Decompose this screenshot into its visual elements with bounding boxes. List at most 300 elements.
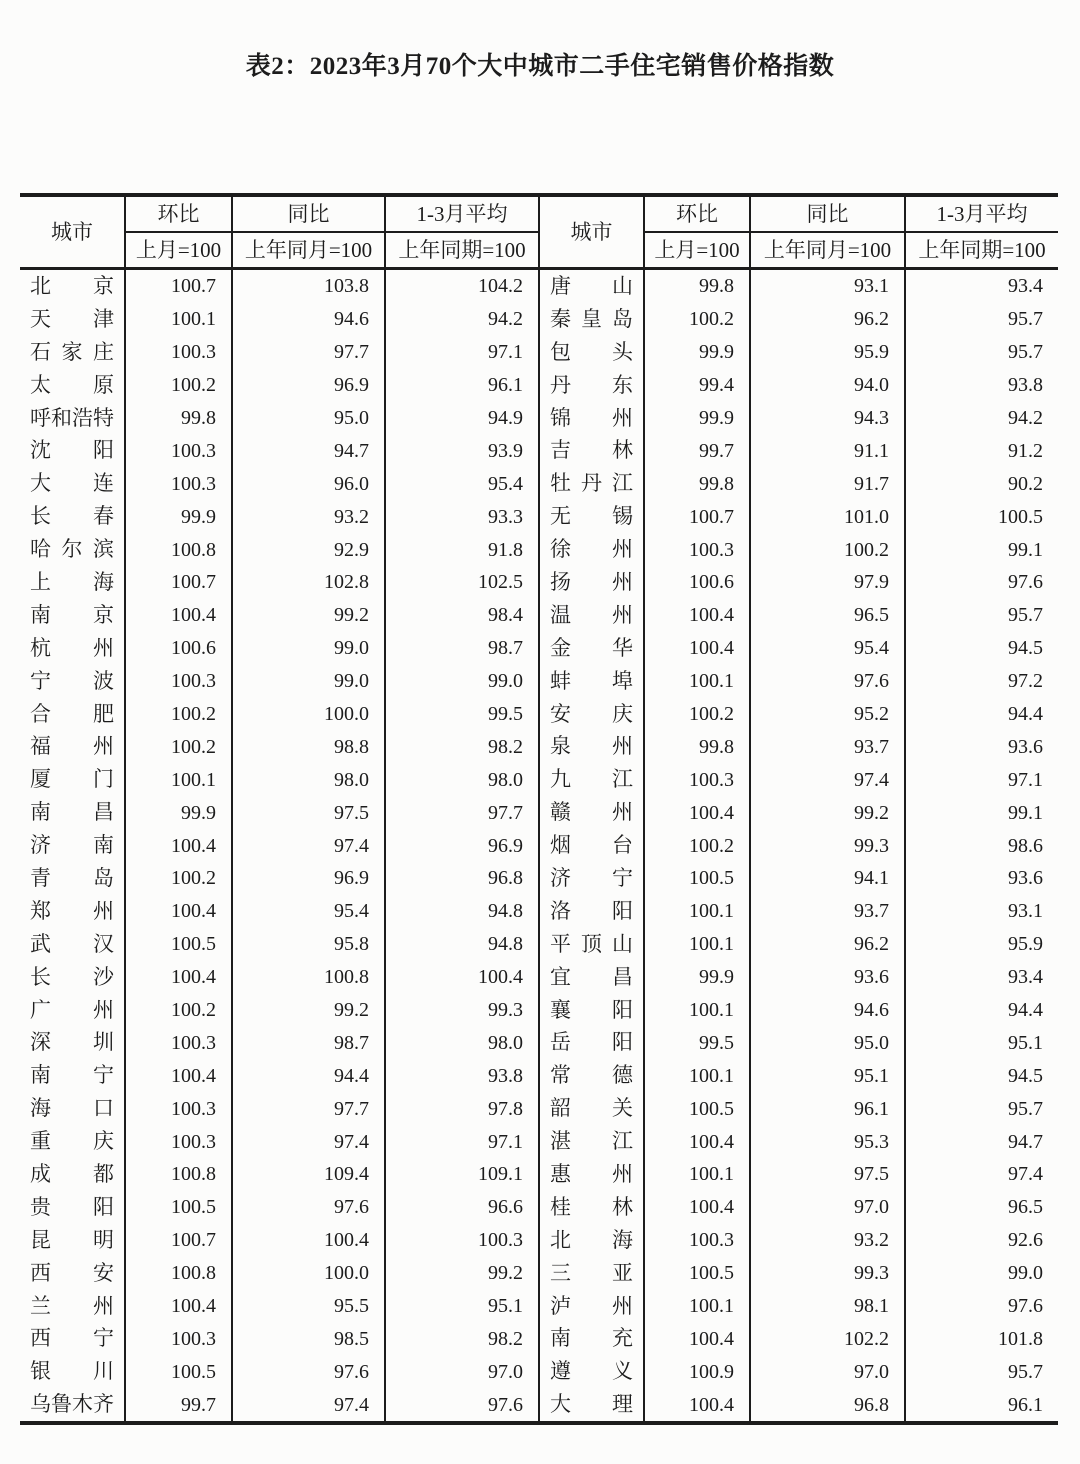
mom-cell: 100.1 [644,928,750,961]
city-cell: 秦皇岛 [539,303,644,336]
mom-cell: 100.2 [125,369,232,402]
city-cell: 银川 [30,1359,114,1384]
avg-cell: 95.7 [905,303,1058,336]
mom-cell: 100.2 [125,730,232,763]
city-cell: 平顶山 [539,928,644,961]
city-cell: 丹东 [539,369,644,402]
avg-cell: 104.2 [385,269,539,303]
avg-cell: 95.9 [905,928,1058,961]
yoy-cell: 97.7 [232,336,385,369]
yoy-cell: 99.3 [750,829,905,862]
avg-cell: 93.9 [385,434,539,467]
mom-cell: 100.4 [125,1059,232,1092]
mom-cell: 100.3 [125,665,232,698]
header-yoy-base-left: 上年同月=100 [232,232,385,269]
yoy-cell: 95.1 [750,1059,905,1092]
mom-cell: 100.2 [644,698,750,731]
yoy-cell: 100.4 [232,1224,385,1257]
city-cell: 安庆 [539,698,644,731]
page-title: 表2：2023年3月70个大中城市二手住宅销售价格指数 [245,53,835,80]
yoy-cell: 91.1 [750,434,905,467]
header-yoy-right: 同比 [750,195,905,232]
avg-cell: 99.1 [905,796,1058,829]
avg-cell: 92.6 [905,1224,1058,1257]
city-cell: 济南 [30,833,114,858]
yoy-cell: 98.0 [232,763,385,796]
mom-cell: 100.5 [125,1191,232,1224]
mom-cell: 100.5 [644,1092,750,1125]
avg-cell: 98.2 [385,1323,539,1356]
mom-cell: 100.3 [125,434,232,467]
yoy-cell: 96.8 [750,1388,905,1423]
mom-cell: 100.4 [644,1323,750,1356]
mom-cell: 99.9 [125,796,232,829]
yoy-cell: 96.0 [232,467,385,500]
city-cell: 石家庄 [30,339,114,364]
table-row [20,1257,1058,1290]
city-cell: 济宁 [539,862,644,895]
yoy-cell: 98.1 [750,1290,905,1323]
city-cell: 无锡 [539,500,644,533]
city-cell: 金华 [539,632,644,665]
mom-cell: 100.4 [125,1290,232,1323]
yoy-cell: 97.6 [232,1191,385,1224]
mom-cell: 99.9 [125,500,232,533]
table-row [20,1355,1058,1388]
header-avg-left: 1-3月平均 [385,195,539,232]
yoy-cell: 100.8 [232,961,385,994]
table-row [20,303,1058,336]
yoy-cell: 93.7 [750,895,905,928]
yoy-cell: 97.6 [232,1355,385,1388]
header-city-left: 城市 [20,195,125,269]
yoy-cell: 95.4 [750,632,905,665]
yoy-cell: 94.1 [750,862,905,895]
yoy-cell: 95.0 [750,1026,905,1059]
city-cell: 合肥 [30,701,114,726]
mom-cell: 100.2 [125,698,232,731]
avg-cell: 94.8 [385,895,539,928]
mom-cell: 100.1 [644,1059,750,1092]
mom-cell: 100.1 [644,994,750,1027]
mom-cell: 99.7 [644,434,750,467]
yoy-cell: 93.7 [750,730,905,763]
table-row [20,698,1058,731]
city-cell: 湛江 [539,1125,644,1158]
avg-cell: 96.6 [385,1191,539,1224]
city-cell: 南京 [30,602,114,627]
city-cell: 南宁 [30,1063,114,1088]
mom-cell: 100.4 [125,895,232,928]
avg-cell: 95.1 [385,1290,539,1323]
city-cell: 蚌埠 [539,665,644,698]
city-cell: 南充 [539,1323,644,1356]
yoy-cell: 92.9 [232,533,385,566]
yoy-cell: 97.6 [750,665,905,698]
mom-cell: 100.1 [644,895,750,928]
mom-cell: 100.1 [125,763,232,796]
yoy-cell: 99.2 [232,599,385,632]
mom-cell: 100.5 [644,862,750,895]
avg-cell: 99.5 [385,698,539,731]
mom-cell: 100.7 [125,566,232,599]
yoy-cell: 96.2 [750,303,905,336]
yoy-cell: 99.0 [232,665,385,698]
yoy-cell: 98.8 [232,730,385,763]
city-cell: 烟台 [539,829,644,862]
yoy-cell: 94.0 [750,369,905,402]
avg-cell: 96.1 [905,1388,1058,1423]
city-cell: 厦门 [30,767,114,792]
mom-cell: 100.4 [644,632,750,665]
avg-cell: 97.1 [905,763,1058,796]
city-cell: 重庆 [30,1129,114,1154]
mom-cell: 100.3 [644,1224,750,1257]
table-row [20,796,1058,829]
city-cell: 九江 [539,763,644,796]
city-cell: 兰州 [30,1293,114,1318]
yoy-cell: 95.3 [750,1125,905,1158]
yoy-cell: 96.9 [232,369,385,402]
mom-cell: 100.5 [125,1355,232,1388]
mom-cell: 99.5 [644,1026,750,1059]
table-row [20,1026,1058,1059]
avg-cell: 97.1 [385,1125,539,1158]
avg-cell: 109.1 [385,1158,539,1191]
yoy-cell: 102.8 [232,566,385,599]
city-cell: 大连 [30,471,114,496]
city-cell: 包头 [539,336,644,369]
city-cell: 杭州 [30,635,114,660]
yoy-cell: 99.3 [750,1257,905,1290]
mom-cell: 100.1 [125,303,232,336]
avg-cell: 94.2 [385,303,539,336]
header-row-1 [20,195,1058,232]
city-cell: 韶关 [539,1092,644,1125]
mom-cell: 100.3 [644,763,750,796]
city-cell: 长春 [30,504,114,529]
city-cell: 乌鲁木齐 [30,1392,114,1417]
avg-cell: 94.5 [905,632,1058,665]
table-row [20,862,1058,895]
mom-cell: 99.7 [125,1388,232,1423]
mom-cell: 100.4 [125,599,232,632]
city-cell: 扬州 [539,566,644,599]
avg-cell: 94.5 [905,1059,1058,1092]
yoy-cell: 95.9 [750,336,905,369]
mom-cell: 100.1 [644,665,750,698]
yoy-cell: 98.7 [232,1026,385,1059]
yoy-cell: 109.4 [232,1158,385,1191]
city-cell: 北海 [539,1224,644,1257]
mom-cell: 100.9 [644,1355,750,1388]
avg-cell: 96.8 [385,862,539,895]
mom-cell: 100.5 [125,928,232,961]
table-row [20,1059,1058,1092]
avg-cell: 96.9 [385,829,539,862]
header-yoy-base-right: 上年同月=100 [750,232,905,269]
table-row [20,1125,1058,1158]
avg-cell: 99.2 [385,1257,539,1290]
mom-cell: 100.4 [644,1191,750,1224]
avg-cell: 98.0 [385,763,539,796]
avg-cell: 97.0 [385,1355,539,1388]
mom-cell: 100.4 [125,829,232,862]
mom-cell: 100.3 [125,1125,232,1158]
table-row [20,1388,1058,1423]
avg-cell: 99.0 [385,665,539,698]
city-cell: 锦州 [539,402,644,435]
yoy-cell: 93.2 [750,1224,905,1257]
city-cell: 郑州 [30,898,114,923]
city-cell: 哈尔滨 [30,537,114,562]
avg-cell: 97.2 [905,665,1058,698]
yoy-cell: 97.9 [750,566,905,599]
yoy-cell: 97.7 [232,1092,385,1125]
city-cell: 昆明 [30,1227,114,1252]
table-row [20,1323,1058,1356]
yoy-cell: 95.4 [232,895,385,928]
yoy-cell: 99.2 [750,796,905,829]
avg-cell: 95.7 [905,599,1058,632]
yoy-cell: 94.7 [232,434,385,467]
mom-cell: 99.8 [125,402,232,435]
avg-cell: 93.6 [905,730,1058,763]
table-row [20,402,1058,435]
avg-cell: 94.2 [905,402,1058,435]
city-cell: 宜昌 [539,961,644,994]
table-row [20,1191,1058,1224]
table-row [20,599,1058,632]
mom-cell: 100.3 [125,467,232,500]
mom-cell: 100.4 [125,961,232,994]
avg-cell: 97.6 [905,566,1058,599]
mom-cell: 99.8 [644,269,750,303]
city-cell: 泸州 [539,1290,644,1323]
avg-cell: 98.0 [385,1026,539,1059]
yoy-cell: 99.2 [232,994,385,1027]
yoy-cell: 97.5 [750,1158,905,1191]
mom-cell: 100.6 [125,632,232,665]
mom-cell: 100.2 [644,303,750,336]
mom-cell: 100.7 [125,1224,232,1257]
yoy-cell: 98.5 [232,1323,385,1356]
yoy-cell: 100.2 [750,533,905,566]
city-cell: 贵阳 [30,1194,114,1219]
avg-cell: 97.4 [905,1158,1058,1191]
avg-cell: 93.4 [905,269,1058,303]
yoy-cell: 94.6 [750,994,905,1027]
avg-cell: 98.4 [385,599,539,632]
city-cell: 吉林 [539,434,644,467]
table-body [20,269,1058,1424]
header-city-right: 城市 [539,195,644,269]
city-cell: 襄阳 [539,994,644,1027]
table-row [20,994,1058,1027]
yoy-cell: 97.5 [232,796,385,829]
avg-cell: 100.3 [385,1224,539,1257]
mom-cell: 100.3 [644,533,750,566]
mom-cell: 100.1 [644,1158,750,1191]
avg-cell: 91.8 [385,533,539,566]
yoy-cell: 94.4 [232,1059,385,1092]
mom-cell: 100.4 [644,1388,750,1423]
city-cell: 泉州 [539,730,644,763]
header-mom-base-right: 上月=100 [644,232,750,269]
avg-cell: 93.3 [385,500,539,533]
mom-cell: 100.1 [644,1290,750,1323]
avg-cell: 98.7 [385,632,539,665]
city-cell: 太原 [30,372,114,397]
price-index-table [20,193,1058,1425]
avg-cell: 98.2 [385,730,539,763]
table-row [20,566,1058,599]
mom-cell: 100.4 [644,1125,750,1158]
mom-cell: 100.2 [644,829,750,862]
mom-cell: 100.3 [125,1092,232,1125]
mom-cell: 100.7 [125,269,232,303]
header-mom-base-left: 上月=100 [125,232,232,269]
city-cell: 徐州 [539,533,644,566]
mom-cell: 99.9 [644,336,750,369]
avg-cell: 97.7 [385,796,539,829]
yoy-cell: 99.0 [232,632,385,665]
yoy-cell: 96.1 [750,1092,905,1125]
avg-cell: 95.4 [385,467,539,500]
city-cell: 沈阳 [30,438,114,463]
avg-cell: 94.9 [385,402,539,435]
city-cell: 西宁 [30,1326,114,1351]
mom-cell: 100.3 [125,1026,232,1059]
table-row [20,763,1058,796]
city-cell: 西安 [30,1260,114,1285]
yoy-cell: 100.0 [232,698,385,731]
mom-cell: 99.8 [644,730,750,763]
city-cell: 洛阳 [539,895,644,928]
avg-cell: 96.1 [385,369,539,402]
city-cell: 温州 [539,599,644,632]
yoy-cell: 95.5 [232,1290,385,1323]
avg-cell: 102.5 [385,566,539,599]
avg-cell: 100.5 [905,500,1058,533]
yoy-cell: 97.0 [750,1355,905,1388]
header-avg-base-right: 上年同期=100 [905,232,1058,269]
city-cell: 惠州 [539,1158,644,1191]
city-cell: 大理 [539,1388,644,1423]
city-cell: 海口 [30,1096,114,1121]
city-cell: 青岛 [30,865,114,890]
yoy-cell: 95.0 [232,402,385,435]
table-row [20,336,1058,369]
yoy-cell: 97.4 [232,1125,385,1158]
yoy-cell: 95.2 [750,698,905,731]
avg-cell: 101.8 [905,1323,1058,1356]
avg-cell: 99.3 [385,994,539,1027]
avg-cell: 91.2 [905,434,1058,467]
city-cell: 上海 [30,569,114,594]
avg-cell: 95.7 [905,1355,1058,1388]
avg-cell: 94.4 [905,994,1058,1027]
table-row [20,730,1058,763]
table-header [20,195,1058,269]
yoy-cell: 100.0 [232,1257,385,1290]
mom-cell: 100.4 [644,796,750,829]
table-row [20,928,1058,961]
mom-cell: 99.9 [644,402,750,435]
city-cell: 遵义 [539,1355,644,1388]
yoy-cell: 96.9 [232,862,385,895]
mom-cell: 100.2 [125,862,232,895]
header-yoy-left: 同比 [232,195,385,232]
city-cell: 广州 [30,997,114,1022]
city-cell: 天津 [30,306,114,331]
table-row [20,434,1058,467]
yoy-cell: 96.5 [750,599,905,632]
header-avg-base-left: 上年同期=100 [385,232,539,269]
yoy-cell: 95.8 [232,928,385,961]
mom-cell: 100.8 [125,533,232,566]
table-row [20,895,1058,928]
city-cell: 牡丹江 [539,467,644,500]
table-row [20,467,1058,500]
table-row [20,500,1058,533]
mom-cell: 99.9 [644,961,750,994]
yoy-cell: 93.1 [750,269,905,303]
yoy-cell: 103.8 [232,269,385,303]
header-mom-left: 环比 [125,195,232,232]
city-cell: 武汉 [30,931,114,956]
avg-cell: 94.7 [905,1125,1058,1158]
avg-cell: 93.6 [905,862,1058,895]
header-mom-right: 环比 [644,195,750,232]
avg-cell: 93.4 [905,961,1058,994]
mom-cell: 100.7 [644,500,750,533]
yoy-cell: 97.4 [232,1388,385,1423]
mom-cell: 100.4 [644,599,750,632]
city-cell: 深圳 [30,1030,114,1055]
yoy-cell: 93.6 [750,961,905,994]
mom-cell: 100.3 [125,336,232,369]
table-row [20,269,1058,303]
avg-cell: 94.4 [905,698,1058,731]
yoy-cell: 97.0 [750,1191,905,1224]
table-row [20,1092,1058,1125]
avg-cell: 94.8 [385,928,539,961]
table-row [20,1158,1058,1191]
avg-cell: 98.6 [905,829,1058,862]
mom-cell: 99.8 [644,467,750,500]
avg-cell: 93.8 [385,1059,539,1092]
avg-cell: 95.7 [905,336,1058,369]
header-avg-right: 1-3月平均 [905,195,1058,232]
yoy-cell: 94.6 [232,303,385,336]
city-cell: 呼和浩特 [30,405,114,430]
city-cell: 长沙 [30,964,114,989]
mom-cell: 99.4 [644,369,750,402]
yoy-cell: 96.2 [750,928,905,961]
avg-cell: 97.8 [385,1092,539,1125]
yoy-cell: 97.4 [232,829,385,862]
avg-cell: 95.1 [905,1026,1058,1059]
yoy-cell: 94.3 [750,402,905,435]
mom-cell: 100.8 [125,1158,232,1191]
yoy-cell: 97.4 [750,763,905,796]
table-row [20,533,1058,566]
city-cell: 宁波 [30,668,114,693]
city-cell: 北京 [30,273,114,298]
table-row [20,829,1058,862]
city-cell: 常德 [539,1059,644,1092]
